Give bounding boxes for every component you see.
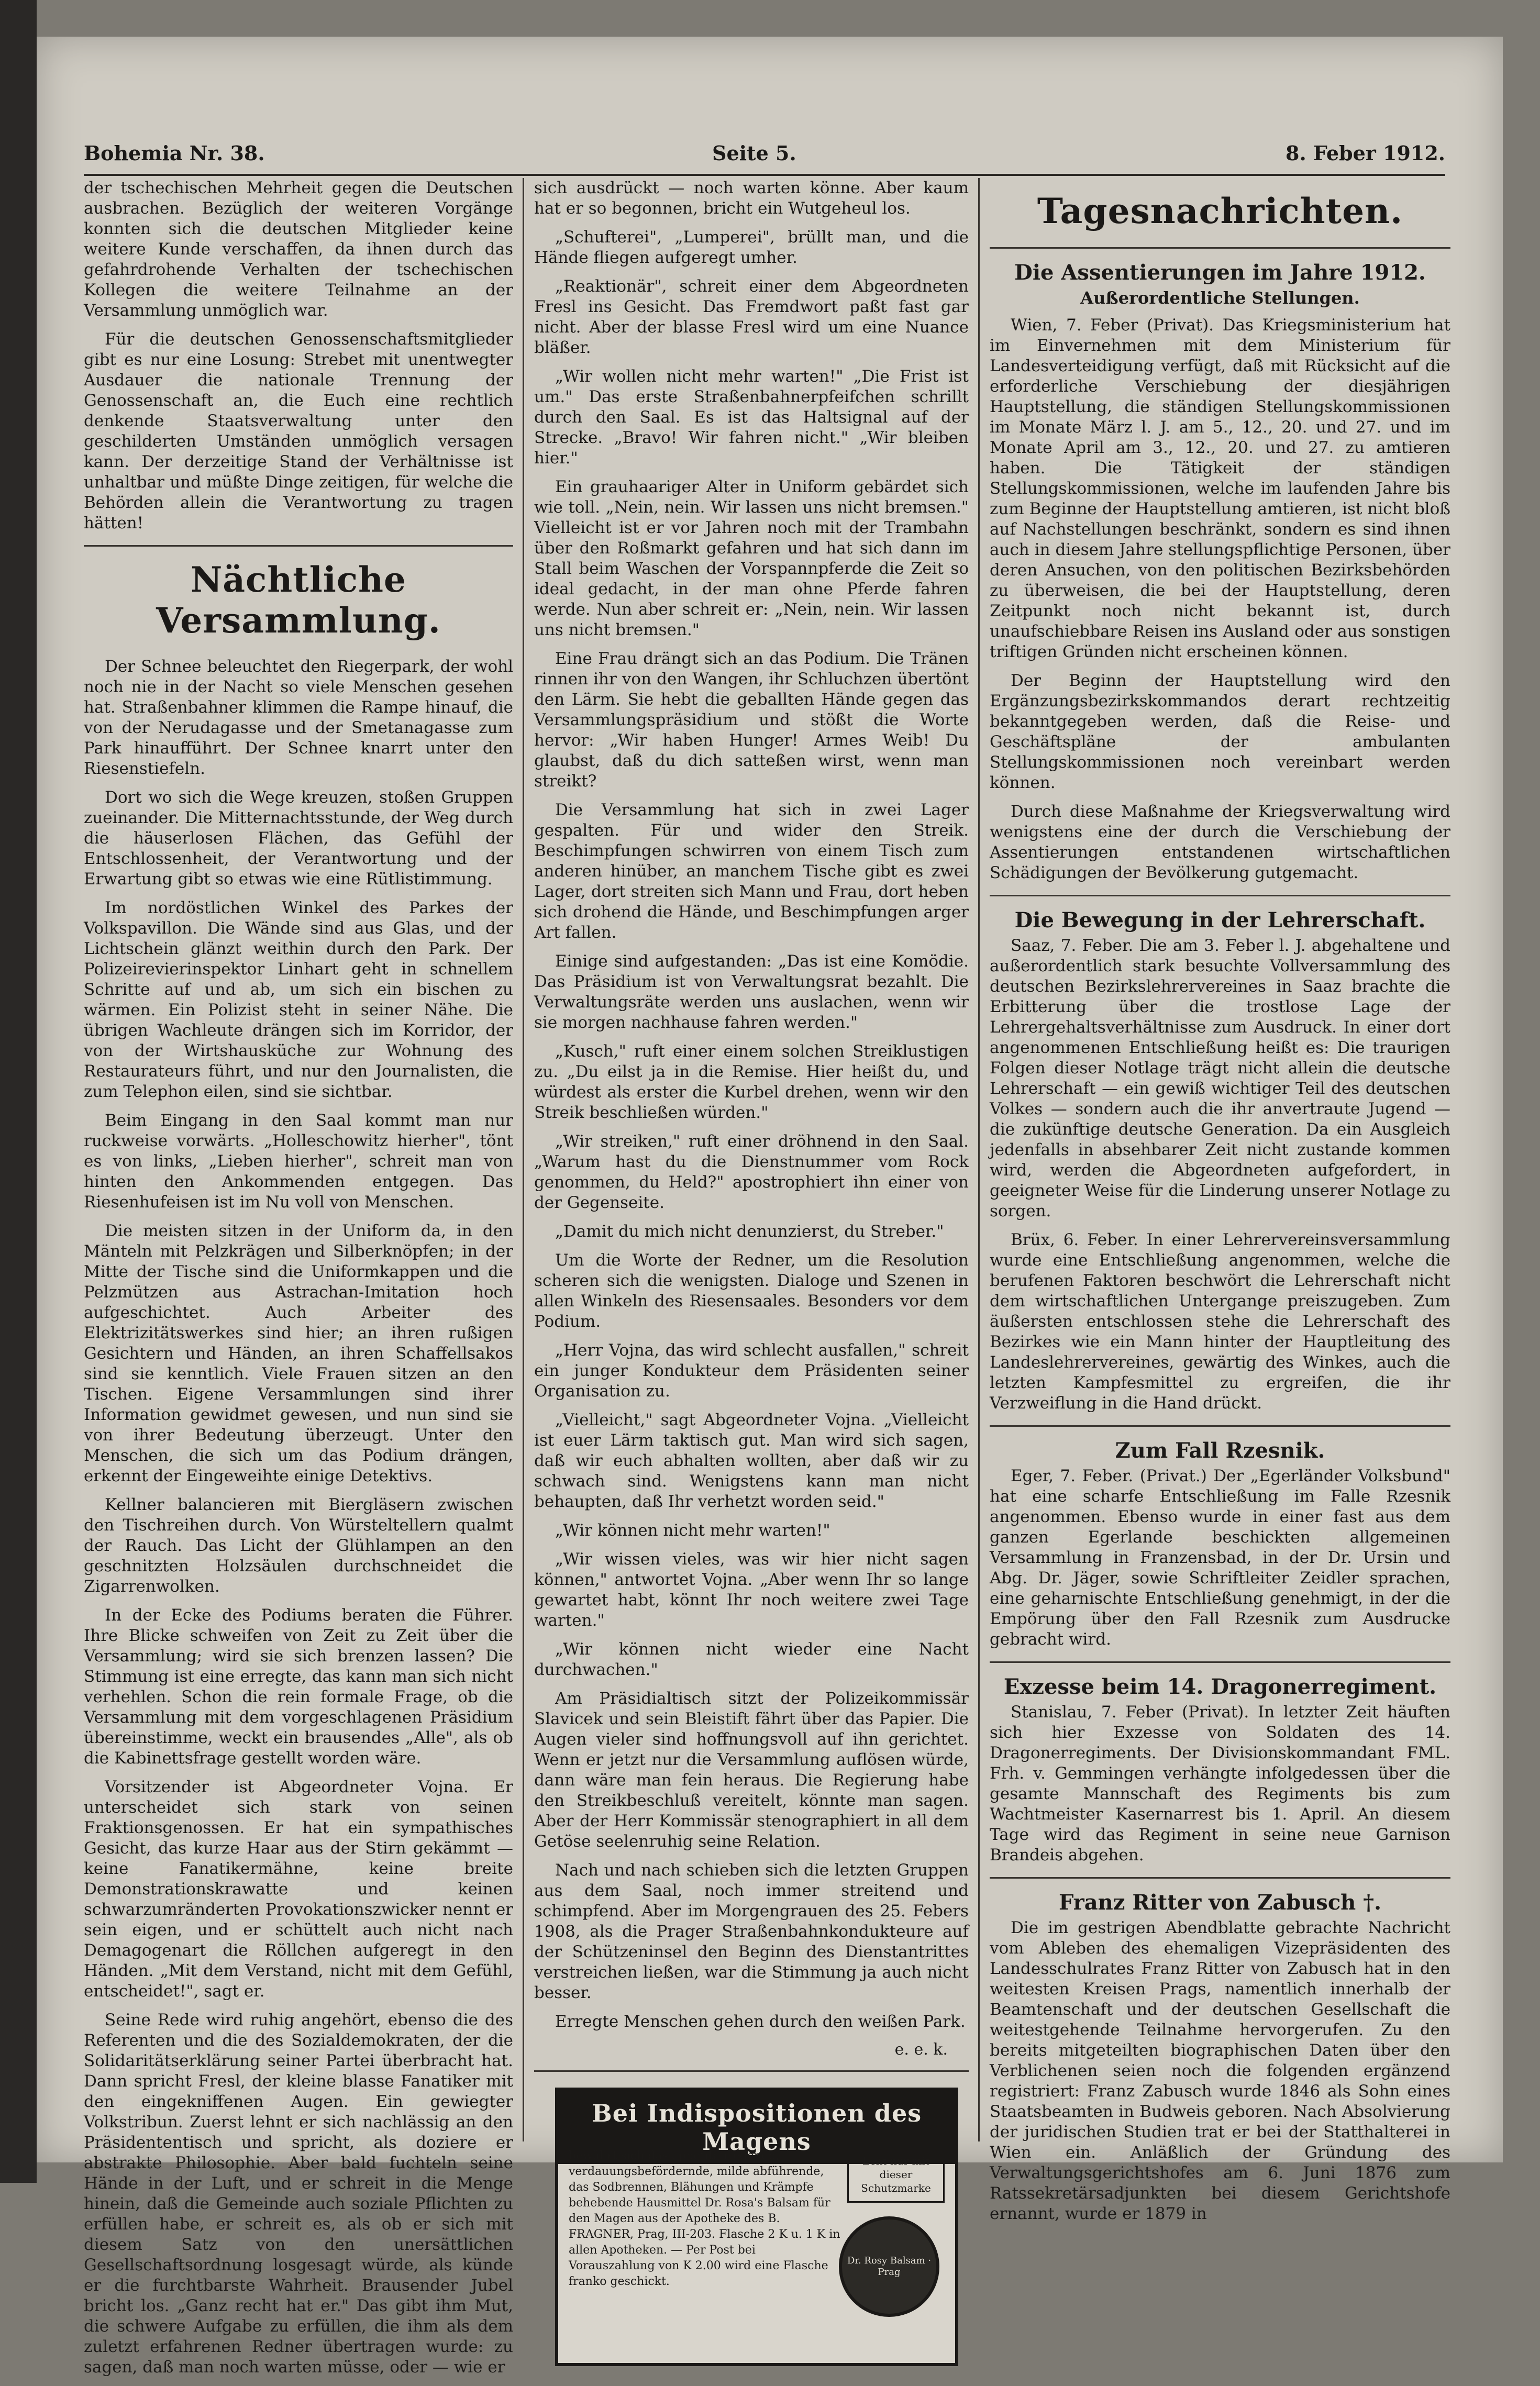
article-heading: Die Bewegung in der Lehrerschaft. <box>1014 908 1426 933</box>
article-paragraph: Für die deutschen Genossenschaftsmitglieder gibt es nur eine Losung: Strebet mit unentwegter Ausdauer die nationale Trennung der Genossenschaft an, die Euch eine rechtlich denkende Staatsverwaltung unter den geschilderten Umständen unmöglich versagen kann. Der derzeitige Stand der Verhältnisse ist unhaltbar und müßte Dinge zeitigen, für welche die Behörden allein die Verantwortung zu tragen hätten! <box>84 330 513 532</box>
article-subheading: Außerordentliche Stellungen. <box>1080 288 1360 308</box>
article-paragraph: sich ausdrückt — noch warten könne. Aber kaum hat er so begonnen, bricht ein Wutgeheul los. <box>534 179 969 218</box>
article-paragraph: Um die Worte der Redner, um die Resolution scheren sich die wenigsten. Dialoge und Szenen in allen Winkeln des Riesensaales. Besonders vor dem Podium. <box>534 1251 969 1331</box>
column-2 <box>534 178 969 2366</box>
column-rule <box>978 178 980 2141</box>
article-paragraph: Einige sind aufgestanden: „Das ist eine Komödie. Das Präsidium ist von Verwaltungsrat bezahlt. Die Verwaltungsräte werden uns auslachen, wenn wir sie morgen nachhause fahren werden." <box>534 952 969 1032</box>
article-paragraph: „Vielleicht," sagt Abgeordneter Vojna. „Vielleicht ist euer Lärm taktisch gut. Man wird sich sagen, daß wir euch abhalten wollten, aber daß wir zu schwach sind. Wenigstens kann man nicht behaupten, daß Ihr verhetzt worden seid." <box>534 1411 969 1511</box>
article-paragraph: Am Präsidialtisch sitzt der Polizeikommissär Slavicek und sein Bleistift fährt über das Papier. Die Augen vieler sind hoffnungsvoll auf ihn gerichtet. Wenn er jetzt nur die Versammlung auflösen würde, dann wäre man fein heraus. Die Regierung habe den Streikbeschluß vereitelt, könnte man sagen. Aber der Herr Kommissär stenographiert in all dem Getöse seelenruhig seine Relation. <box>534 1689 969 1851</box>
article-paragraph: In der Ecke des Podiums beraten die Führer. Ihre Blicke schweifen von Zeit zu Zeit über die Versammlung; wird sie sich brenzen lassen? Die Stimmung ist eine erregte, das kann man sich nicht verhehlen. Schon die rein formale Frage, ob die Versammlung mit dem vorgeschlagenen Präsidium übereinstimme, weckt ein brausendes „Alle", als ob die Kabinettsfrage gestellt worden wäre. <box>84 1606 513 1768</box>
column-1 <box>84 178 513 2386</box>
article-paragraph: „Schufterei", „Lumperei", brüllt man, und die Hände fliegen aufgeregt umher. <box>534 228 969 267</box>
column-rule <box>523 178 524 2141</box>
article-paragraph: Der Beginn der Hauptstellung wird den Ergänzungsbezirkskommandos derart rechtzeitig bekanntgegeben werden, daß die Reise- und Geschäftspläne der ambulanten Stellungskommissionen noch vereinbart werden können. <box>990 671 1450 792</box>
section-title: Tagesnachrichten. <box>1037 191 1403 231</box>
ad-trademark-note: Echt nur mit dieser Schutzmarke <box>847 2148 945 2203</box>
article-paragraph: Ein grauhaariger Alter in Uniform gebärdet sich wie toll. „Nein, nein. Wir lassen uns nicht bremsen." Vielleicht ist er vor Jahren noch mit der Trambahn über den Roßmarkt gefahren und hat sich dann im Stall beim Waschen der Vorspannpferde die Zeit so ideal gedacht, in der man ohne Pferde fahren werde. Nun aber schreit er: „Nein, nein. Wir lassen uns nicht bremsen." <box>534 478 969 639</box>
article-paragraph: „Wir können nicht wieder eine Nacht durchwachen." <box>534 1640 969 1679</box>
article-paragraph: Beim Eingang in den Saal kommt man nur ruckweise vorwärts. „Holleschowitz hierher", tönt es von links, „Lieben hierher", schreit man von hinten den Ankommenden entgegen. Das Riesenhufeisen ist im Nu voll von Menschen. <box>84 1111 513 1212</box>
page-header <box>84 141 1445 173</box>
article-paragraph: Die im gestrigen Abendblatte gebrachte Nachricht vom Ableben des ehemaligen Vizepräsidenten des Landesschulrates Franz Ritter von Zabusch hat in den weitesten Kreisen Prags, namentlich innerhalb der Beamtenschaft und der deutschen Gesellschaft die weitestgehende Teilnahme hervorgerufen. Zu den bereits mitgeteilten biographischen Daten über den Verblichenen seien noch die folgenden ergänzend registriert: Franz Zabusch wurde 1846 als Sohn eines Staatsbeamten in Budweis geboren. Nach Absolvierung der juridischen Studien trat er bei der Statthalterei in Wien ein. Anläßlich der Gründung des Verwaltungsgerichtshofes am 6. Juni 1876 zum Ratssekretärsadjunkten bei diesem Gerichtshofe ernannt, wurde er 1879 in <box>990 1918 1450 2223</box>
ad-text: bewährt sich das appetitanregende, verdauungsbefördernde, milde abführende, das Sodbrennen, Blähungen und Krämpfe behebende Hausmittel Dr. Rosa's Balsam für den Magen aus der Apotheke des B. FRAGNER, Prag, III-203. Flasche 2 K u. 1 K in allen Apotheken. — Per Post bei Vorauszahlung von K 2.00 wird eine Flasche franko geschickt. <box>569 2149 840 2288</box>
article-heading: Exzesse beim 14. Dragonerregiment. <box>1003 1674 1437 1699</box>
article-paragraph: Kellner balancieren mit Biergläsern zwischen den Tischreihen durch. Von Würsteltellern qualmt der Rauch. Das Licht der Glühlampen an den geschnitzten Holzsäulen durchschneidet die Zigarrenwolken. <box>84 1495 513 1596</box>
ad-seal-logo <box>839 2216 939 2317</box>
article-paragraph: „Kusch," ruft einer einem solchen Streiklustigen zu. „Du eilst ja in die Remise. Hier heißt du, und würdest als erster die Kurbel drehen, wenn wir den Streik beschließen würden." <box>534 1042 969 1122</box>
article-paragraph: Brüx, 6. Feber. In einer Lehrervereinsversammlung wurde eine Entschließung angenommen, welche die berufenen Faktoren beschwört die Lehrerschaft nicht dem wirtschaftlichen Untergange preiszugeben. Zum äußersten entschlossen stehe die Lehrerschaft des Bezirkes wie ein Mann hinter der Hauptleitung des Landeslehrervereines, gewärtig des Winkes, auch die letzten Kampfesmittel zu ergreifen, die ihr Verzweiflung in die Hand drückt. <box>990 1230 1450 1413</box>
article-paragraph: Erregte Menschen gehen durch den weißen Park. <box>555 2012 966 2031</box>
article-paragraph: „Wir streiken," ruft einer dröhnend in den Saal. „Warum hast du die Dienstnummer vom Rock genommen, du Held?" apostrophiert ihn einer von der Gegenseite. <box>534 1132 969 1212</box>
header-paper-name: Bohemia Nr. 38. <box>84 141 265 165</box>
header-page-number: Seite 5. <box>712 141 796 165</box>
divider <box>990 1877 1450 1879</box>
advertisement <box>555 2088 958 2366</box>
article-paragraph: Die meisten sitzen in der Uniform da, in den Mänteln mit Pelzkrägen und Silberknöpfen; in der Mitte der Tische sind die Uniformkappen und die Pelzmützen aus Astrachan-Imitation hoch aufgeschichtet. Auch Arbeiter des Elektrizitätswerkes sind hier; an ihren rußigen Gesichtern und Händen, an ihren Schaffellsakos sind sie kenntlich. Viele Frauen sitzen an den Tischen. Eigene Versammlungen sind ihrer Information gewidmet gewesen, und nun sind sie von ihrer Bedeutung überzeugt. Unter den Menschen, die sich um das Podium drängen, erkennt der Eingeweihte einige Detektivs. <box>84 1222 513 1485</box>
divider <box>990 1661 1450 1663</box>
article-paragraph: Eine Frau drängt sich an das Podium. Die Tränen rinnen ihr von den Wangen, ihr Schluchzen übertönt den Lärm. Sie hebt die geballten Hände gegen das Versammlungspräsidium und stößt die Worte hervor: „Wir haben Hunger! Armes Weib! Du glaubst, daß du dich satteßen wirst, wenn man streikt? <box>534 649 969 791</box>
divider <box>990 247 1450 249</box>
header-rule <box>84 174 1445 176</box>
article-paragraph: „Herr Vojna, das wird schlecht ausfallen," schreit ein junger Kondukteur dem Präsidenten seiner Organisation zu. <box>534 1341 969 1401</box>
divider <box>990 895 1450 896</box>
article-paragraph: „Wir wollen nicht mehr warten!" „Die Frist ist um." Das erste Straßenbahnerpfeifchen schrillt durch den Saal. Es ist das Haltsignal auf der Strecke. „Bravo! Wir fahren nicht." „Wir bleiben hier." <box>534 367 969 468</box>
divider <box>84 545 513 547</box>
article-paragraph: Saaz, 7. Feber. Die am 3. Feber l. J. abgehaltene und außerordentlich stark besuchte Vollversammlung des deutschen Bezirkslehrervereines in Saaz brachte die Erbitterung über die trostlose Lage der Lehrergehaltsverhältnisse zum Ausdruck. In einer dort angenommenen Entschließung heißt es: Die traurigen Folgen dieser Notlage trägt nicht allein die deutsche Lehrerschaft — ein gewiß wichtiger Teil des deutschen Volkes — sondern auch die ihr anvertraute Jugend — die zukünftige deutsche Generation. Da ein Ausgleich jedenfalls in absehbarer Zeit nicht zustande kommen wird, werden die Abgeordneten aufgefordert, in geeigneter Weise für die Linderung unserer Notlage zu sorgen. <box>990 936 1450 1220</box>
article-heading: Zum Fall Rzesnik. <box>1115 1438 1325 1463</box>
article-paragraph: Dort wo sich die Wege kreuzen, stoßen Gruppen zueinander. Die Mitternachtsstunde, der Weg durch die häuserlosen Flächen, das Gefühl der Entschlossenheit, der Verantwortung und der Erwartung gibt so etwas wie eine Rütlistimmung. <box>84 788 513 889</box>
article-paragraph: „Wir können nicht mehr warten!" <box>555 1521 830 1540</box>
article-heading: Franz Ritter von Zabusch †. <box>1058 1890 1382 1915</box>
divider <box>990 1425 1450 1427</box>
article-paragraph: Stanislau, 7. Feber (Privat). In letzter Zeit häuften sich hier Exzesse von Soldaten des 14. Dragonerregiments. Der Divisionskommandant FML. Frh. v. Gemmingen verhängte infolgedessen über die gesamte Mannschaft des Regiments bis zum Wachtmeister Kasernarrest bis 1. April. An diesem Tage wird das Regiment in seine neue Garnison Brandeis abgehen. <box>990 1703 1450 1865</box>
article-paragraph: Die Versammlung hat sich in zwei Lager gespalten. Für und wider den Streik. Beschimpfungen schwirren von einem Tisch zum anderen hinüber, an manchem Tische gibt es zwei Lager, dort streiten sich Mann und Frau, dort heben sich drohend die Hände, und Beschimpfungen arger Art fallen. <box>534 801 969 942</box>
scan-edge <box>0 0 37 2183</box>
article-paragraph: Im nordöstlichen Winkel des Parkes der Volkspavillon. Die Wände sind aus Glas, und der Lichtschein glänzt weithin durch den Park. Der Polizeirevierinspektor Linhart geht in schnellem Schritte auf und ab, um sich ein bischen zu wärmen. Ein Polizist steht in seiner Nähe. Die übrigen Wachleute drängen sich im Korridor, der von der Wirtshausküche zur Wohnung des Restaurateurs führt, und nur den Journalisten, die zum Telephon eilen, sind sie sichtbar. <box>84 898 513 1101</box>
article-signature: e. e. k. <box>894 2040 948 2059</box>
article-paragraph: Wien, 7. Feber (Privat). Das Kriegsministerium hat im Einvernehmen mit dem Ministerium für Landesverteidigung verfügt, daß mit Rücksicht auf die erforderliche Verschiebung der diesjährigen Hauptstellung, die ständigen Stellungskommissionen im Monate März l. J. am 5., 12., 20. und 27. und im Monate April am 3., 12., 20. und 27. zu amtieren haben. Die Tätigkeit der ständigen Stellungskommissionen, welche im laufenden Jahre bis zum Beginne der Hauptstellung amtieren, ist nicht bloß auf Nachstellungen beschränkt, sondern es sind ihnen auch in diesem Jahre stellungspflichtige Personen, über deren Ansuchen, von den politischen Bezirksbehörden zu überweisen, die bei der Hauptstellung, deren Zeitpunkt noch nicht bekannt ist, durch unaufschiebbare Reisen ins Ausland oder aus sonstigen triftigen Gründen nicht erscheinen können. <box>990 316 1450 661</box>
article-heading: Die Assentierungen im Jahre 1912. <box>1014 260 1426 285</box>
article-paragraph: der tschechischen Mehrheit gegen die Deutschen ausbrachen. Bezüglich der weiteren Vorgänge konnten sich die deutschen Mitglieder keine weitere Kunde verschaffen, da ihnen durch das gefahrdrohende Verhalten der tschechischen Kollegen die weitere Teilnahme an der Versammlung unmöglich war. <box>84 179 513 320</box>
article-paragraph: Seine Rede wird ruhig angehört, ebenso die des Referenten und die des Sozialdemokraten, der die Solidaritätserklärung seiner Partei überbracht hat. Dann spricht Fresl, der kleine blasse Fanatiker mit den eingekniffenen Augen. Ein gewiegter Volkstribun. Zuerst lehnt er sich nachlässig an den Präsidententisch und spricht, als doziere er abstrakte Philosophie. Aber bald fuchteln seine Hände in der Luft, und er schreit in die Menge hinein, daß die Gemeinde auch soziale Pflichten zu erfüllen habe, er schreit es, als ob er sich mit diesem Satz von den unersättlichen Gesellschaftsordnung losgesagt würde, als künde er die furchtbarste Wahrheit. Brausender Jubel bricht los. „Ganz recht hat er." Das gibt ihm Mut, die schwere Aufgabe zu erfüllen, die ihm als dem zuletzt erfahrenen Redner übertragen wurde: zu sagen, daß man noch warten müsse, oder — wie er <box>84 2011 513 2377</box>
article-paragraph: Eger, 7. Feber. (Privat.) Der „Egerländer Volksbund" hat eine scharfe Entschließung im Falle Rzesnik angenommen. Ebenso wurde in einer fast aus dem ganzen Egerlande beschickten allgemeinen Versammlung in Franzensbad, in der Dr. Ursin und Abg. Dr. Jäger, sowie Schriftleiter Zeidler sprachen, eine geharnischte Entschließung genehmigt, in der die Empörung über den Fall Rzesnik zum Ausdrucke gebracht wird. <box>990 1467 1450 1649</box>
article-paragraph: Der Schnee beleuchtet den Riegerpark, der wohl noch nie in der Nacht so viele Menschen gesehen hat. Straßenbahner klimmen die Rampe hinauf, die von der Nerudagasse und der Smetanagasse zum Park hinaufführt. Der Schnee knarrt unter den Riesenstiefeln. <box>84 657 513 778</box>
header-date: 8. Feber 1912. <box>1286 141 1445 165</box>
article-title: Nächtliche Versammlung. <box>156 559 441 641</box>
ad-title: Bei Indispositionen des Magens <box>558 2091 955 2164</box>
article-paragraph: Durch diese Maßnahme der Kriegsverwaltung wird wenigstens eine der durch die Verschiebung der Assentierungen entstandenen wirtschaftlichen Schädigungen der Bevölkerung gutgemacht. <box>990 802 1450 882</box>
article-paragraph: Nach und nach schieben sich die letzten Gruppen aus dem Saal, noch immer streitend und schimpfend. Aber im Morgengrauen des 25. Febers 1908, als die Prager Straßenbahnkondukteure auf der Schützeninsel den Beginn des Dienstantrittes verstreichen ließen, war die Stimmung ja auch nicht besser. <box>534 1861 969 2002</box>
article-paragraph: „Reaktionär", schreit einer dem Abgeordneten Fresl ins Gesicht. Das Fremdwort paßt fast gar nicht. Aber der blasse Fresl wird um eine Nuance bläßer. <box>534 277 969 357</box>
article-paragraph: „Damit du mich nicht denunzierst, du Streber." <box>555 1222 944 1241</box>
ad-seal-text: Dr. Rosy Balsam · Prag <box>847 2255 932 2278</box>
article-paragraph: Vorsitzender ist Abgeordneter Vojna. Er unterscheidet sich stark von seinen Fraktionsgenossen. Er hat ein sympathisches Gesicht, das kurze Haar aus der Stirn gekämmt — keine Fanatikermähne, keine breite Demonstrationskrawatte und keinen schwarzumränderten Provokationszwicker nennt er sein eigen, und er schüttelt auch nicht nach Demagogenart die Röllchen aufgeregt in den Händen. „Mit dem Verstand, nicht mit dem Gefühl, entscheidet!", sagt er. <box>84 1778 513 2001</box>
divider <box>534 2070 969 2072</box>
article-paragraph: „Wir wissen vieles, was wir hier nicht sagen können," antwortet Vojna. „Aber wenn Ihr so lange gewartet habt, könnt Ihr noch weitere zwei Tage warten." <box>534 1550 969 1630</box>
column-3 <box>990 178 1450 2233</box>
newspaper-page <box>37 37 1503 2377</box>
